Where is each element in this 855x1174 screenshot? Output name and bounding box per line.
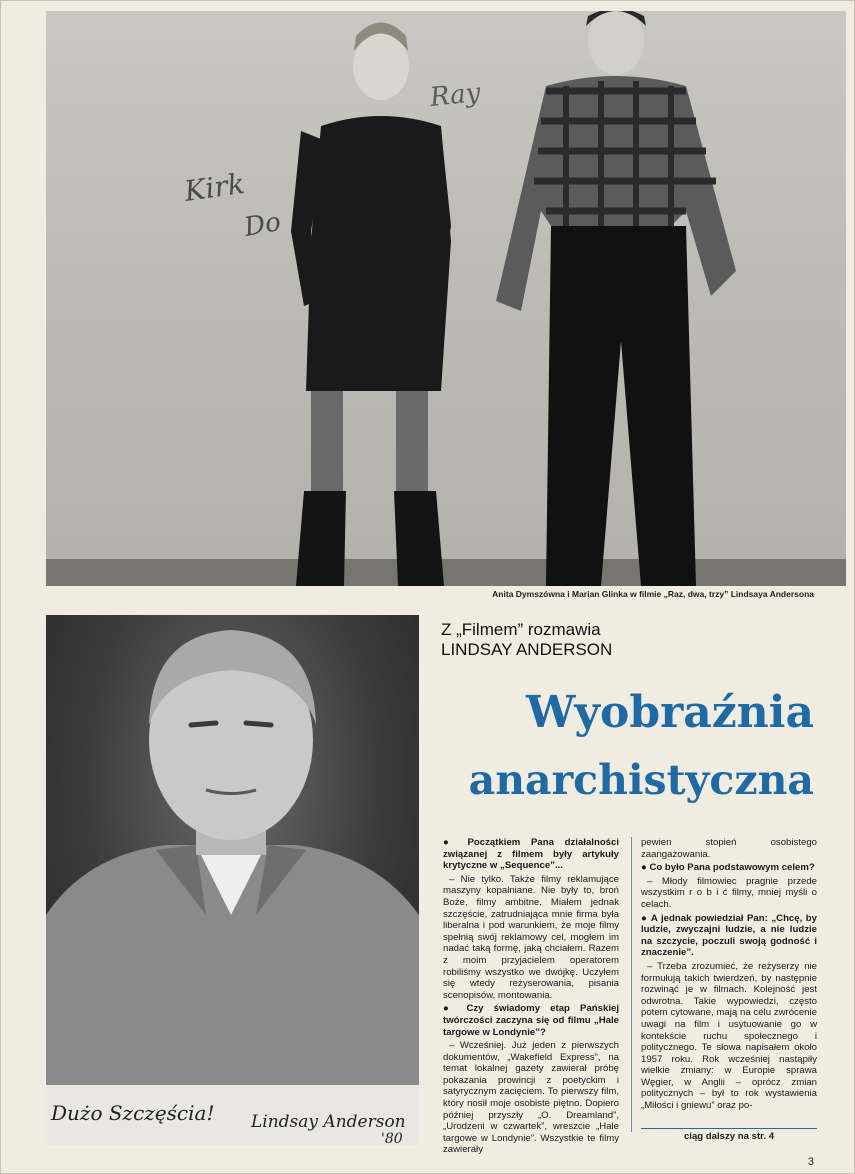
answer-3: – Młody filmowiec pragnie przede wszystkim r o b i ć filmy, mniej myśli o celach.: [641, 875, 817, 910]
photo-caption: Anita Dymszówna i Marian Glinka w filmie „Raz, dwa, trzy” Lindsaya Andersona: [492, 589, 814, 599]
autograph-text: Dużo Szczęścia!: [51, 1101, 215, 1125]
bullet-icon: ●: [641, 912, 648, 924]
article-column-left: [443, 837, 619, 1158]
autograph-year: '80: [381, 1131, 403, 1145]
film-still-illustration: [46, 11, 846, 586]
answer-2: – Wcześniej. Już jeden z pierwszych dokumentów, „Wakefield Express”, na temat lokalnej gazety zawierał próbę pokazania prowincji z poetyckim i satyrycznym zacięciem. To pierwszy film, który nosił moje osobiste piętno. Dopiero później przyszły „O. Dreamland”, „Urodzeni w czwartek”, wreszcie „Hale targowe w Londynie”. Wszystkie te filmy zawierały: [443, 1040, 619, 1156]
question-3: [641, 862, 817, 874]
answer-1: – Nie tylko. Także filmy reklamujące maszyny kopalniane. Nie były to, broń Boże, filmy ambitne. Miałem jednak szczęście, zatrudniająca mnie firma była liberalna i pod warunkiem, że moje filmy spełnią swój reklamowy cel, mogłem im nadać taką formę, jaką chciałem. Razem z moim przyjacielem operatorem robiliśmy wszystko we dwójkę. Uczyłem się wtedy reżyserowania, pisania scenopisów, montowania.: [443, 873, 619, 1001]
question-2: [443, 1003, 619, 1038]
byline-name: LINDSAY ANDERSON: [441, 640, 613, 659]
wall-writing-3: Ray: [428, 77, 482, 113]
autograph-signature: Lindsay Anderson: [251, 1112, 406, 1132]
wall-writing-1: Kirk: [182, 166, 247, 208]
woman-figure: [291, 23, 451, 587]
wall-writing-2: Do: [242, 207, 284, 243]
bullet-icon: ●: [443, 837, 457, 848]
portrait-photo: [46, 615, 419, 1145]
question-2-text: Czy świadomy etap Pańskiej twórczości zaczyna się od filmu „Hale targowe w Londynie”?: [443, 1003, 619, 1038]
continued-link[interactable]: ciąg dalszy na str. 4: [641, 1128, 817, 1142]
portrait-illustration: [46, 615, 419, 1145]
stage-floor: [46, 559, 846, 586]
question-4: [641, 913, 817, 959]
page-number: 3: [807, 1156, 814, 1168]
man-figure: [496, 11, 736, 586]
headline-line-1: Wyobraźnia: [525, 687, 814, 738]
column-divider: [631, 837, 632, 1132]
answer-2-continued: pewien stopień osobistego zaangażowania.: [641, 837, 817, 860]
portrait-figure: [46, 630, 419, 1085]
question-1: [443, 837, 619, 872]
headline-line-2: anarchistyczna: [468, 756, 814, 804]
bullet-icon: ●: [443, 1003, 457, 1015]
bullet-icon: ●: [641, 862, 647, 874]
article-column-right: [641, 837, 817, 1114]
answer-4: – Trzeba zrozumieć, że reżyserzy nie formułują takich twierdzeń, by następnie rozwinąć je w filmach. Kolejność jest odwrotna. Takie wypowiedzi, często potem cytowane, mają na celu zwrócenie uwagi na film i usytuowanie go w kontekście ruchu społecznego i politycznego. Te słowa napisałem około 1957 roku. Rok wcześniej nastąpiły wielkie zmiany: w Europie sprawa Węgier, w Anglii – oprócz zmian politycznych – był to rok wystawienia „Miłości i gniewu” oraz po-: [641, 960, 817, 1112]
byline-intro: Z „Filmem” rozmawia: [441, 620, 601, 639]
question-3-text: Co było Pana podstawowym celem?: [649, 862, 815, 874]
question-4-text: A jednak powiedział Pan: „Chcę, by ludzie, zwyczajni ludzie, a nie ludzie na szczycie, poczuli swoją godność i znaczenie”.: [641, 912, 818, 959]
film-still-photo: [46, 11, 846, 586]
question-1-text: Początkiem Pana działalności związanej z filmem były artykuły krytyczne w „Sequence”...: [443, 837, 620, 872]
